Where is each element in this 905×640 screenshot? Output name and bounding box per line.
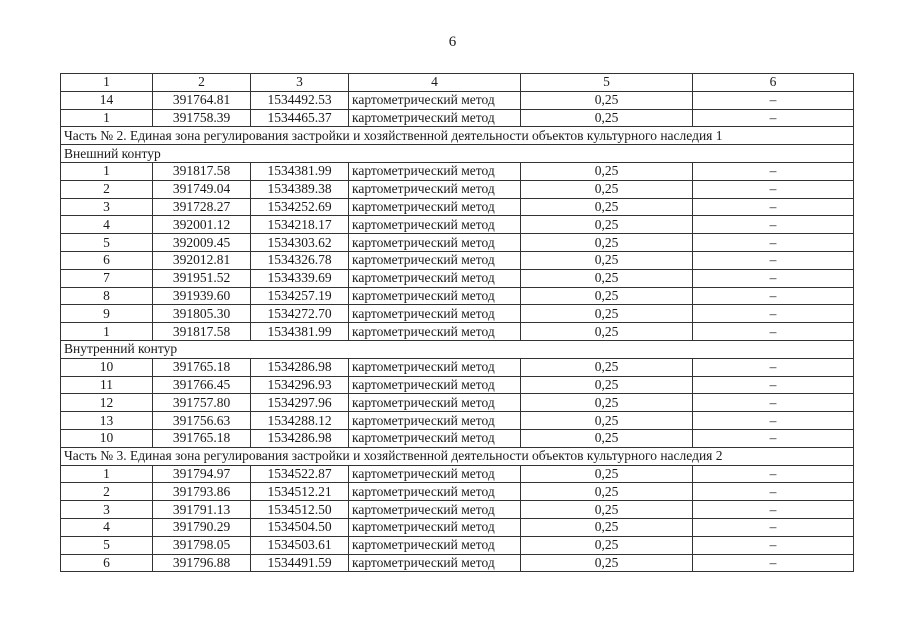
x-coordinate-cell: 391756.63 xyxy=(153,412,251,430)
method-cell: картометрический метод xyxy=(349,554,521,572)
note-cell: – xyxy=(693,536,854,554)
table-row xyxy=(61,501,854,519)
note-cell: – xyxy=(693,198,854,216)
column-header: 5 xyxy=(521,74,693,92)
table-row xyxy=(61,376,854,394)
table-row xyxy=(61,429,854,447)
note-cell: – xyxy=(693,180,854,198)
point-number-cell: 10 xyxy=(61,429,153,447)
accuracy-cell: 0,25 xyxy=(521,429,693,447)
point-number-cell: 5 xyxy=(61,234,153,252)
point-number-cell: 10 xyxy=(61,358,153,376)
table-row xyxy=(61,305,854,323)
method-cell: картометрический метод xyxy=(349,305,521,323)
coordinates-table xyxy=(60,73,854,572)
x-coordinate-cell: 391765.18 xyxy=(153,358,251,376)
y-coordinate-cell: 1534492.53 xyxy=(251,91,349,109)
section-header-row xyxy=(61,340,854,358)
y-coordinate-cell: 1534491.59 xyxy=(251,554,349,572)
method-cell: картометрический метод xyxy=(349,162,521,180)
table-row xyxy=(61,412,854,430)
point-number-cell: 1 xyxy=(61,465,153,483)
accuracy-cell: 0,25 xyxy=(521,465,693,483)
note-cell: – xyxy=(693,465,854,483)
table-row xyxy=(61,536,854,554)
point-number-cell: 1 xyxy=(61,162,153,180)
table-row xyxy=(61,287,854,305)
section-title: Часть № 2. Единая зона регулирования застройки и хозяйственной деятельности объектов культурного наследия 1 xyxy=(61,127,854,145)
method-cell: картометрический метод xyxy=(349,465,521,483)
point-number-cell: 1 xyxy=(61,323,153,341)
note-cell: – xyxy=(693,251,854,269)
method-cell: картометрический метод xyxy=(349,180,521,198)
note-cell: – xyxy=(693,518,854,536)
accuracy-cell: 0,25 xyxy=(521,180,693,198)
table-header-row xyxy=(61,74,854,92)
accuracy-cell: 0,25 xyxy=(521,412,693,430)
section-header-row xyxy=(61,145,854,163)
point-number-cell: 4 xyxy=(61,518,153,536)
y-coordinate-cell: 1534381.99 xyxy=(251,323,349,341)
section-title: Внешний контур xyxy=(61,145,854,163)
table-row xyxy=(61,91,854,109)
table-row xyxy=(61,216,854,234)
x-coordinate-cell: 391798.05 xyxy=(153,536,251,554)
accuracy-cell: 0,25 xyxy=(521,536,693,554)
column-header: 6 xyxy=(693,74,854,92)
note-cell: – xyxy=(693,216,854,234)
accuracy-cell: 0,25 xyxy=(521,358,693,376)
accuracy-cell: 0,25 xyxy=(521,518,693,536)
accuracy-cell: 0,25 xyxy=(521,483,693,501)
x-coordinate-cell: 391764.81 xyxy=(153,91,251,109)
table-row xyxy=(61,483,854,501)
method-cell: картометрический метод xyxy=(349,287,521,305)
section-title: Внутренний контур xyxy=(61,340,854,358)
note-cell: – xyxy=(693,269,854,287)
page-number: 6 xyxy=(448,34,457,50)
table-row xyxy=(61,234,854,252)
table-row xyxy=(61,269,854,287)
point-number-cell: 2 xyxy=(61,483,153,501)
point-number-cell: 6 xyxy=(61,251,153,269)
column-header: 2 xyxy=(153,74,251,92)
table-row xyxy=(61,323,854,341)
accuracy-cell: 0,25 xyxy=(521,394,693,412)
y-coordinate-cell: 1534503.61 xyxy=(251,536,349,554)
y-coordinate-cell: 1534339.69 xyxy=(251,269,349,287)
table-row xyxy=(61,162,854,180)
note-cell: – xyxy=(693,91,854,109)
x-coordinate-cell: 391939.60 xyxy=(153,287,251,305)
x-coordinate-cell: 391749.04 xyxy=(153,180,251,198)
table-body xyxy=(61,74,854,572)
note-cell: – xyxy=(693,376,854,394)
y-coordinate-cell: 1534272.70 xyxy=(251,305,349,323)
method-cell: картометрический метод xyxy=(349,269,521,287)
accuracy-cell: 0,25 xyxy=(521,251,693,269)
point-number-cell: 7 xyxy=(61,269,153,287)
point-number-cell: 6 xyxy=(61,554,153,572)
table-row xyxy=(61,180,854,198)
note-cell: – xyxy=(693,287,854,305)
table-row xyxy=(61,518,854,536)
y-coordinate-cell: 1534381.99 xyxy=(251,162,349,180)
x-coordinate-cell: 392012.81 xyxy=(153,251,251,269)
x-coordinate-cell: 391766.45 xyxy=(153,376,251,394)
accuracy-cell: 0,25 xyxy=(521,323,693,341)
method-cell: картометрический метод xyxy=(349,234,521,252)
accuracy-cell: 0,25 xyxy=(521,305,693,323)
x-coordinate-cell: 392001.12 xyxy=(153,216,251,234)
y-coordinate-cell: 1534512.50 xyxy=(251,501,349,519)
y-coordinate-cell: 1534252.69 xyxy=(251,198,349,216)
table-row xyxy=(61,198,854,216)
x-coordinate-cell: 391791.13 xyxy=(153,501,251,519)
note-cell: – xyxy=(693,483,854,501)
column-header: 1 xyxy=(61,74,153,92)
y-coordinate-cell: 1534257.19 xyxy=(251,287,349,305)
x-coordinate-cell: 391794.97 xyxy=(153,465,251,483)
table-row xyxy=(61,109,854,127)
y-coordinate-cell: 1534286.98 xyxy=(251,358,349,376)
x-coordinate-cell: 391758.39 xyxy=(153,109,251,127)
y-coordinate-cell: 1534504.50 xyxy=(251,518,349,536)
note-cell: – xyxy=(693,394,854,412)
x-coordinate-cell: 391951.52 xyxy=(153,269,251,287)
accuracy-cell: 0,25 xyxy=(521,91,693,109)
note-cell: – xyxy=(693,412,854,430)
accuracy-cell: 0,25 xyxy=(521,234,693,252)
note-cell: – xyxy=(693,305,854,323)
table-row xyxy=(61,251,854,269)
method-cell: картометрический метод xyxy=(349,518,521,536)
accuracy-cell: 0,25 xyxy=(521,216,693,234)
point-number-cell: 3 xyxy=(61,501,153,519)
accuracy-cell: 0,25 xyxy=(521,269,693,287)
table-row xyxy=(61,554,854,572)
y-coordinate-cell: 1534326.78 xyxy=(251,251,349,269)
table-row xyxy=(61,465,854,483)
section-header-row xyxy=(61,447,854,465)
section-title: Часть № 3. Единая зона регулирования застройки и хозяйственной деятельности объектов культурного наследия 2 xyxy=(61,447,854,465)
point-number-cell: 11 xyxy=(61,376,153,394)
point-number-cell: 1 xyxy=(61,109,153,127)
y-coordinate-cell: 1534303.62 xyxy=(251,234,349,252)
note-cell: – xyxy=(693,323,854,341)
x-coordinate-cell: 391805.30 xyxy=(153,305,251,323)
x-coordinate-cell: 391796.88 xyxy=(153,554,251,572)
x-coordinate-cell: 392009.45 xyxy=(153,234,251,252)
method-cell: картометрический метод xyxy=(349,251,521,269)
y-coordinate-cell: 1534512.21 xyxy=(251,483,349,501)
method-cell: картометрический метод xyxy=(349,483,521,501)
method-cell: картометрический метод xyxy=(349,358,521,376)
point-number-cell: 14 xyxy=(61,91,153,109)
x-coordinate-cell: 391728.27 xyxy=(153,198,251,216)
y-coordinate-cell: 1534218.17 xyxy=(251,216,349,234)
method-cell: картометрический метод xyxy=(349,536,521,554)
y-coordinate-cell: 1534288.12 xyxy=(251,412,349,430)
point-number-cell: 9 xyxy=(61,305,153,323)
accuracy-cell: 0,25 xyxy=(521,198,693,216)
point-number-cell: 3 xyxy=(61,198,153,216)
note-cell: – xyxy=(693,234,854,252)
x-coordinate-cell: 391817.58 xyxy=(153,323,251,341)
y-coordinate-cell: 1534522.87 xyxy=(251,465,349,483)
y-coordinate-cell: 1534465.37 xyxy=(251,109,349,127)
x-coordinate-cell: 391793.86 xyxy=(153,483,251,501)
y-coordinate-cell: 1534286.98 xyxy=(251,429,349,447)
note-cell: – xyxy=(693,109,854,127)
method-cell: картометрический метод xyxy=(349,91,521,109)
accuracy-cell: 0,25 xyxy=(521,554,693,572)
column-header: 4 xyxy=(349,74,521,92)
point-number-cell: 13 xyxy=(61,412,153,430)
x-coordinate-cell: 391790.29 xyxy=(153,518,251,536)
y-coordinate-cell: 1534296.93 xyxy=(251,376,349,394)
method-cell: картометрический метод xyxy=(349,109,521,127)
x-coordinate-cell: 391765.18 xyxy=(153,429,251,447)
method-cell: картометрический метод xyxy=(349,412,521,430)
point-number-cell: 2 xyxy=(61,180,153,198)
x-coordinate-cell: 391817.58 xyxy=(153,162,251,180)
note-cell: – xyxy=(693,501,854,519)
accuracy-cell: 0,25 xyxy=(521,162,693,180)
table-row xyxy=(61,394,854,412)
accuracy-cell: 0,25 xyxy=(521,501,693,519)
point-number-cell: 12 xyxy=(61,394,153,412)
method-cell: картометрический метод xyxy=(349,501,521,519)
accuracy-cell: 0,25 xyxy=(521,376,693,394)
y-coordinate-cell: 1534389.38 xyxy=(251,180,349,198)
note-cell: – xyxy=(693,358,854,376)
method-cell: картометрический метод xyxy=(349,429,521,447)
note-cell: – xyxy=(693,554,854,572)
point-number-cell: 4 xyxy=(61,216,153,234)
column-header: 3 xyxy=(251,74,349,92)
x-coordinate-cell: 391757.80 xyxy=(153,394,251,412)
method-cell: картометрический метод xyxy=(349,376,521,394)
section-header-row xyxy=(61,127,854,145)
point-number-cell: 5 xyxy=(61,536,153,554)
method-cell: картометрический метод xyxy=(349,198,521,216)
accuracy-cell: 0,25 xyxy=(521,287,693,305)
table-row xyxy=(61,358,854,376)
y-coordinate-cell: 1534297.96 xyxy=(251,394,349,412)
method-cell: картометрический метод xyxy=(349,216,521,234)
method-cell: картометрический метод xyxy=(349,394,521,412)
note-cell: – xyxy=(693,429,854,447)
accuracy-cell: 0,25 xyxy=(521,109,693,127)
method-cell: картометрический метод xyxy=(349,323,521,341)
point-number-cell: 8 xyxy=(61,287,153,305)
note-cell: – xyxy=(693,162,854,180)
